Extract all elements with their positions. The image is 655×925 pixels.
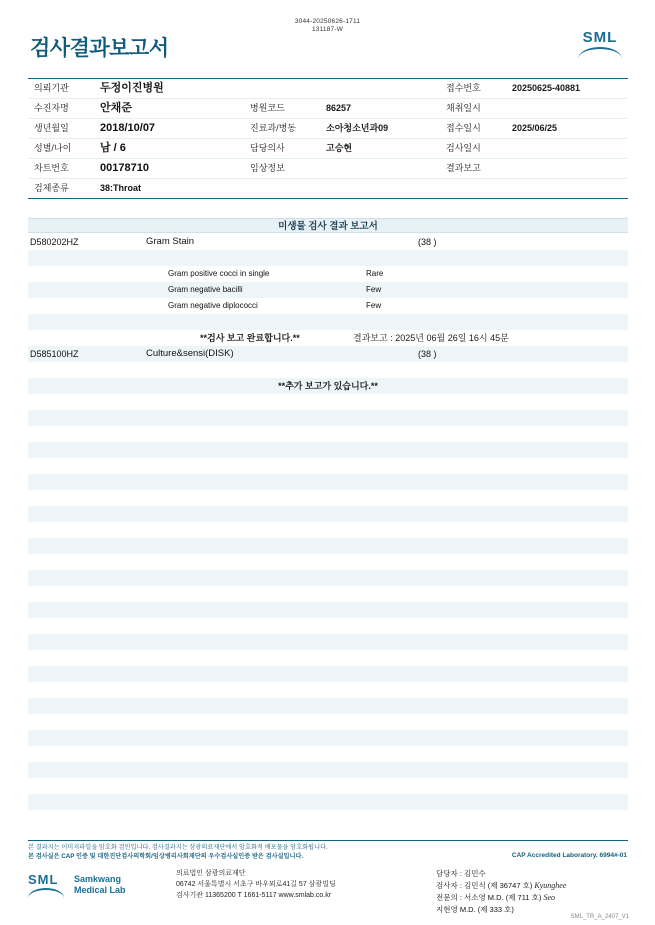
info-label: 담당의사 <box>250 143 285 153</box>
result-row <box>28 346 628 362</box>
result-code: D580202HZ <box>30 237 79 247</box>
signature-mark-2: Kyunghee <box>534 881 567 890</box>
signature-person-3 <box>436 892 566 904</box>
info-value: 고승현 <box>326 143 353 153</box>
page-title: 검사결과보고서 <box>30 37 169 60</box>
code-sub: 131187-W <box>311 26 344 33</box>
result-row <box>28 618 628 634</box>
result-value: Few <box>366 285 382 294</box>
result-row <box>28 442 628 458</box>
info-label: 생년월일 <box>34 123 69 133</box>
document-form-id: SML_TR_A_2407_V1 <box>570 914 629 920</box>
result-row <box>28 570 628 586</box>
info-label: 임상정보 <box>250 163 285 173</box>
result-row <box>28 682 628 698</box>
lab-address <box>176 868 336 901</box>
result-row <box>28 458 628 474</box>
info-label: 의뢰기관 <box>34 83 69 93</box>
address-line-2: 06742 서울특별시 서초구 바우뫼로41길 57 삼광빌딩 <box>176 881 336 888</box>
address-line-3: 검사기관 11365200 T 1661-5117 www.smlab.co.kr <box>176 892 332 899</box>
info-value: 00178710 <box>100 162 149 174</box>
result-report-datetime: 결과보고 : 2025년 06월 26일 16시 45분 <box>353 333 509 343</box>
info-row <box>28 139 628 159</box>
lab-name-line-2: Medical Lab <box>74 885 126 895</box>
signature-person-1: 담당자 : 김민수 <box>436 869 486 878</box>
result-row <box>28 298 628 314</box>
result-organism: Gram negative bacilli <box>168 285 243 294</box>
result-row <box>28 394 628 410</box>
result-specimen-code: (38 ) <box>418 237 437 247</box>
result-row <box>28 634 628 650</box>
info-row <box>28 119 628 139</box>
result-code: D585100HZ <box>30 349 79 359</box>
lab-name <box>74 874 126 896</box>
signature-person-2 <box>436 880 566 892</box>
info-label <box>244 179 320 198</box>
result-row <box>28 666 628 682</box>
result-row <box>28 410 628 426</box>
result-row <box>28 314 628 330</box>
address-line-1: 의료법인 삼광의료재단 <box>176 870 246 877</box>
result-organism: Gram negative diplococci <box>168 301 258 310</box>
info-value <box>320 179 440 198</box>
result-row <box>28 746 628 762</box>
result-row <box>28 250 628 266</box>
footer-logo-text: SML <box>28 872 59 887</box>
result-name: Gram Stain <box>146 236 195 247</box>
info-row <box>28 159 628 179</box>
result-row <box>28 762 628 778</box>
info-label: 접수일시 <box>446 123 481 133</box>
result-row <box>28 538 628 554</box>
info-label: 성별/나이 <box>34 143 72 153</box>
info-value <box>506 139 626 158</box>
result-specimen-code: (38 ) <box>418 349 437 359</box>
info-value: 두정이진병원 <box>100 82 164 94</box>
code-top: 3044-20250626-1711 <box>294 18 361 25</box>
signature-person-2-text: 검사자 : 김민식 (제 36747 호) <box>436 881 533 890</box>
info-value <box>506 179 626 198</box>
sml-logo <box>573 30 627 64</box>
result-row <box>28 778 628 794</box>
info-label <box>440 179 506 198</box>
result-row <box>28 330 628 346</box>
info-value: 2025/06/25 <box>512 123 558 133</box>
result-value: Few <box>366 301 382 310</box>
result-row <box>28 522 628 538</box>
cap-accreditation-text: CAP Accredited Laboratory. 6994#-01 <box>511 852 627 859</box>
info-value <box>506 159 626 178</box>
info-value: 20250625-40881 <box>512 83 581 93</box>
result-organism: Gram positive cocci in single <box>168 269 270 278</box>
info-value: 소아청소년과09 <box>326 123 389 133</box>
info-value: 2018/10/07 <box>100 122 156 134</box>
result-row <box>28 714 628 730</box>
info-label: 검체종류 <box>34 183 69 193</box>
result-row <box>28 506 628 522</box>
result-note-center: **추가 보고가 있습니다.** <box>278 381 378 391</box>
result-row <box>28 362 628 378</box>
result-value: Rare <box>366 269 384 278</box>
info-value <box>320 159 440 178</box>
result-row <box>28 234 628 250</box>
result-row <box>28 378 628 394</box>
signature-block <box>436 868 566 916</box>
info-value <box>506 99 626 118</box>
signature-person-4: 지현영 M.D. (제 333 호) <box>436 905 514 914</box>
sml-logo-text: SML <box>582 29 618 46</box>
info-row <box>28 179 628 198</box>
info-row <box>28 99 628 119</box>
info-label: 진료과/병동 <box>250 123 296 133</box>
result-row <box>28 266 628 282</box>
info-label: 채취일시 <box>446 103 481 113</box>
result-row <box>28 426 628 442</box>
disclaimer-line-2: 본 검사실은 CAP 인증 및 대한진단검사의학회/임상병리사회재단의 우수검사실인증 받은 검사실입니다. <box>28 853 304 860</box>
result-row <box>28 586 628 602</box>
result-row <box>28 650 628 666</box>
info-label: 접수번호 <box>446 83 481 93</box>
signature-person-3-text: 전문의 : 서소영 M.D. (제 711 호) <box>436 893 542 902</box>
info-label: 검사일시 <box>446 143 481 153</box>
info-label: 수진자명 <box>34 103 69 113</box>
info-value: 안채준 <box>100 102 132 114</box>
info-row <box>28 79 628 99</box>
result-row <box>28 554 628 570</box>
info-value: 남 / 6 <box>100 142 126 154</box>
info-label: 병원코드 <box>250 103 285 113</box>
result-row <box>28 698 628 714</box>
result-row <box>28 730 628 746</box>
result-row <box>28 282 628 298</box>
footer-divider <box>28 840 628 841</box>
lab-name-line-1: Samkwang <box>74 874 122 884</box>
result-row <box>28 474 628 490</box>
results-section-title: 미생물 검사 결과 보고서 <box>28 218 628 233</box>
info-label: 차트번호 <box>34 163 69 173</box>
info-value <box>320 79 440 98</box>
results-table <box>28 234 628 810</box>
patient-info-table <box>28 78 628 199</box>
result-row <box>28 490 628 506</box>
info-value: 38:Throat <box>100 183 142 193</box>
info-label: 결과보고 <box>446 163 481 173</box>
info-value: 86257 <box>326 103 352 113</box>
result-row <box>28 602 628 618</box>
signature-mark-3: Seo <box>543 893 555 902</box>
result-name: Culture&sensi(DISK) <box>146 348 234 359</box>
result-note-left: **검사 보고 완료합니다.** <box>200 333 300 343</box>
footer-logo-arc <box>28 888 64 898</box>
result-row <box>28 794 628 810</box>
info-label <box>244 79 320 98</box>
sml-logo-arc <box>578 47 622 59</box>
disclaimer-line-1: 본 결과지는 이미지파일을 암호화 검인입니다. 검사결과지는 삼광의료재단에서 암호화적 배포물을 암호화됩니다. <box>28 844 328 851</box>
